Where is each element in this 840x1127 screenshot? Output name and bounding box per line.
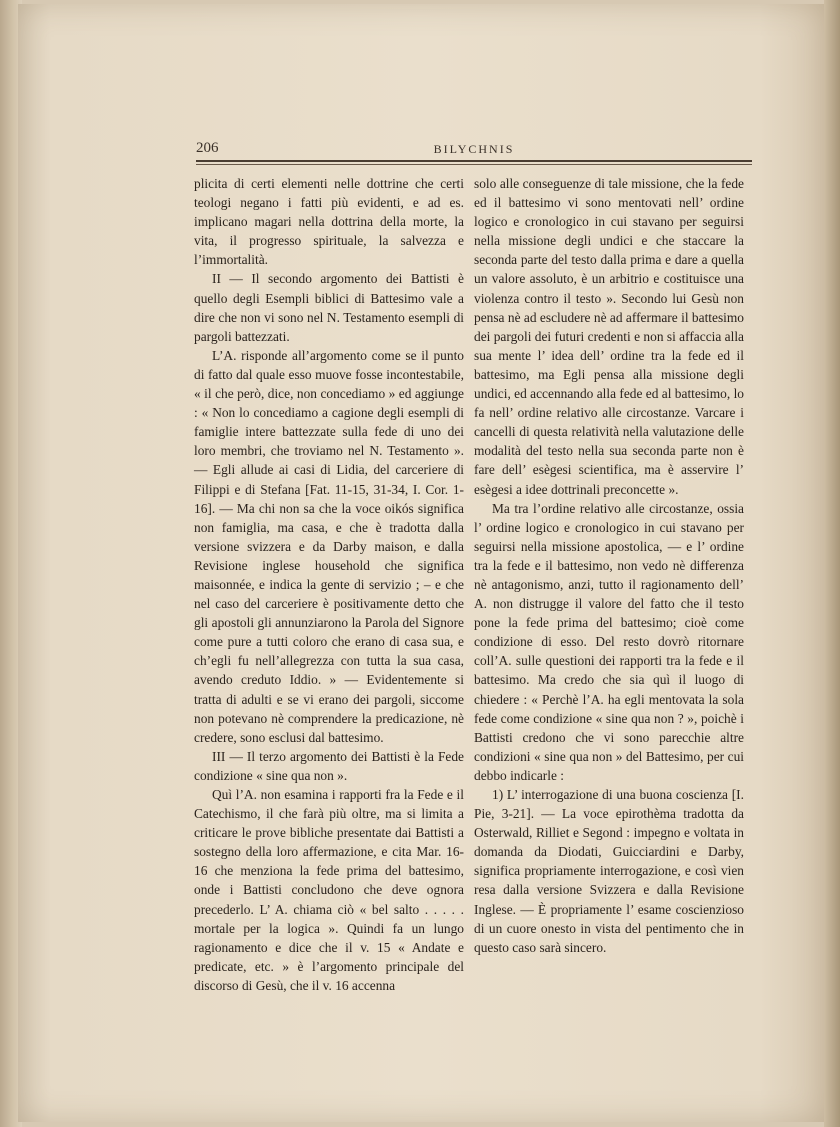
paragraph: solo alle conseguenze di tale missione, che la fede ed il battesimo vi sono mentovati nell’ ordine logico e cronologico in cui stavano per seguirsi nella missione degli undici e che staccare la seconda parte del testo dalla prima e dare a quella un valore assoluto, è un arbitrio e costituisce una violenza contro il testo ». Secondo lui Gesù non pensa nè ad escludere nè ad affermare il battesimo dei pargoli dei futuri credenti e non si affaccia alla sua mente l’ idea dell’ ordine tra la fede ed il battesimo, ma Egli pensa alla missione degli undici, ed accennando alla fede ed al battesimo, lo fa nell’ ordine relativo alle circostanze. Varcare i cancelli di questa relatività nella valutazione delle modalità del testo nella sua seconda parte non è fare dell’ esègesi scientifica, ma è asservire l’ esègesi a idee dottrinali preconcette ». <box>474 176 744 497</box>
header-rule-thin <box>196 164 752 165</box>
page-edge-shadow <box>824 0 840 1127</box>
running-head: BILYCHNIS <box>433 142 515 156</box>
paragraph: 1) L’ interrogazione di una buona coscienza [I. Pie, 3-21]. — La voce epirothèma tradotta da Osterwald, Rilliet e Segond : impegno e voltata in domanda da Diodati, Guicciardini e Darby, significa propriamente interrogazione, e così vien resa dalla versione Svizzera e dalla Revisione Inglese. — È propriamente l’ esame coscienzioso di un cuore onesto in vista del pentimento che in questo caso sarà sincero. <box>474 787 744 955</box>
paragraph: II — Il secondo argomento dei Battisti è quello degli Esempli biblici di Battesimo vale a dire che non vi sono nel N. Testamento esempli di pargoli battezzati. <box>194 271 464 344</box>
left-column <box>194 174 464 995</box>
header-rule <box>196 160 752 162</box>
paragraph: Quì l’A. non esamina i rapporti fra la Fede e il Catechismo, il che farà più oltre, ma si limita a criticare le prove bibliche presentate dai Battisti a sostegno della loro affermazione, e cita Mar. 16-16 che menziona la fede prima del battesimo, onde i Battisti concludono che deve ognora precederlo. L’ A. chiama ciò « bel salto . . . . . mortale per la logica ». Quindi fa un lungo ragionamento e dice che il v. 15 « Andate e predicate, etc. » è l’argomento principale del discorso di Gesù, che il v. 16 accenna <box>194 787 464 993</box>
right-column <box>474 174 744 957</box>
paragraph: III — Il terzo argomento dei Battisti è la Fede condizione « sine qua non ». <box>194 748 464 783</box>
page-header <box>196 140 752 160</box>
paragraph: plicita di certi elementi nelle dottrine che certi teologi negano i fatti più evidenti, e ad es. implicano magari nella dottrina della morte, la vita, il progresso spirituale, la salvezza e l’immortalità. <box>194 176 464 268</box>
paragraph: Ma tra l’ordine relativo alle circostanze, ossia l’ ordine logico e cronologico in cui stavano per seguirsi nella missione apostolica, — e l’ ordine tra la fede e il battesimo, non vedo nè differenza nè antagonismo, anzi, tutto il ragionamento dell’ A. non distrugge il valore del fatto che il testo pone la fede prima del battesimo; cioè come condizione di esso. Del resto dovrò ritornare coll’A. sulle questioni dei rapporti tra la fede e il battesimo. Ma credo che sia quì il luogo di chiedere : « Perchè l’A. ha egli mentovata la sola fede come condizione « sine qua non ? », poichè i Battisti credono che vi sono parecchie altre condizioni « sine qua non » del Battesimo, per cui debbo indicarle : <box>474 500 744 783</box>
page-number: 206 <box>196 140 219 156</box>
paragraph: L’A. risponde all’argomento come se il punto di fatto dal quale esso muove fosse incontestabile, « il che però, dice, non concediamo » ed aggiunge : « Non lo concediamo a cagione degli esempli di famiglie intere battezzate sulla fede di uno dei loro membri, che troviamo nel N. Testamento ». — Egli allude ai casi di Lidia, del carceriere di Filippi e di Stefana [Fat. 11-15, 31-34, I. Cor. 1-16]. — Ma chi non sa che la voce oikós significa non famiglia, ma casa, e che è tradotta dalla versione svizzera e da Darby maison, e dalla Revisione inglese household che significa maisonnée, e indica la gente di servizio ; – e che nel caso del carceriere è positivamente detto che gli apostoli gli annunziarono la Parola del Signore come pure a tutti coloro che erano di casa sua, e ch’egli fu nell’allegrezza con tutta la sua casa, avendo creduto Iddio. » — Evidentemente si tratta di adulti e se vi erano dei pargoli, siccome non potevano nè comprendere la predicazione, nè credere, sono esclusi dal battesimo. <box>194 347 464 745</box>
